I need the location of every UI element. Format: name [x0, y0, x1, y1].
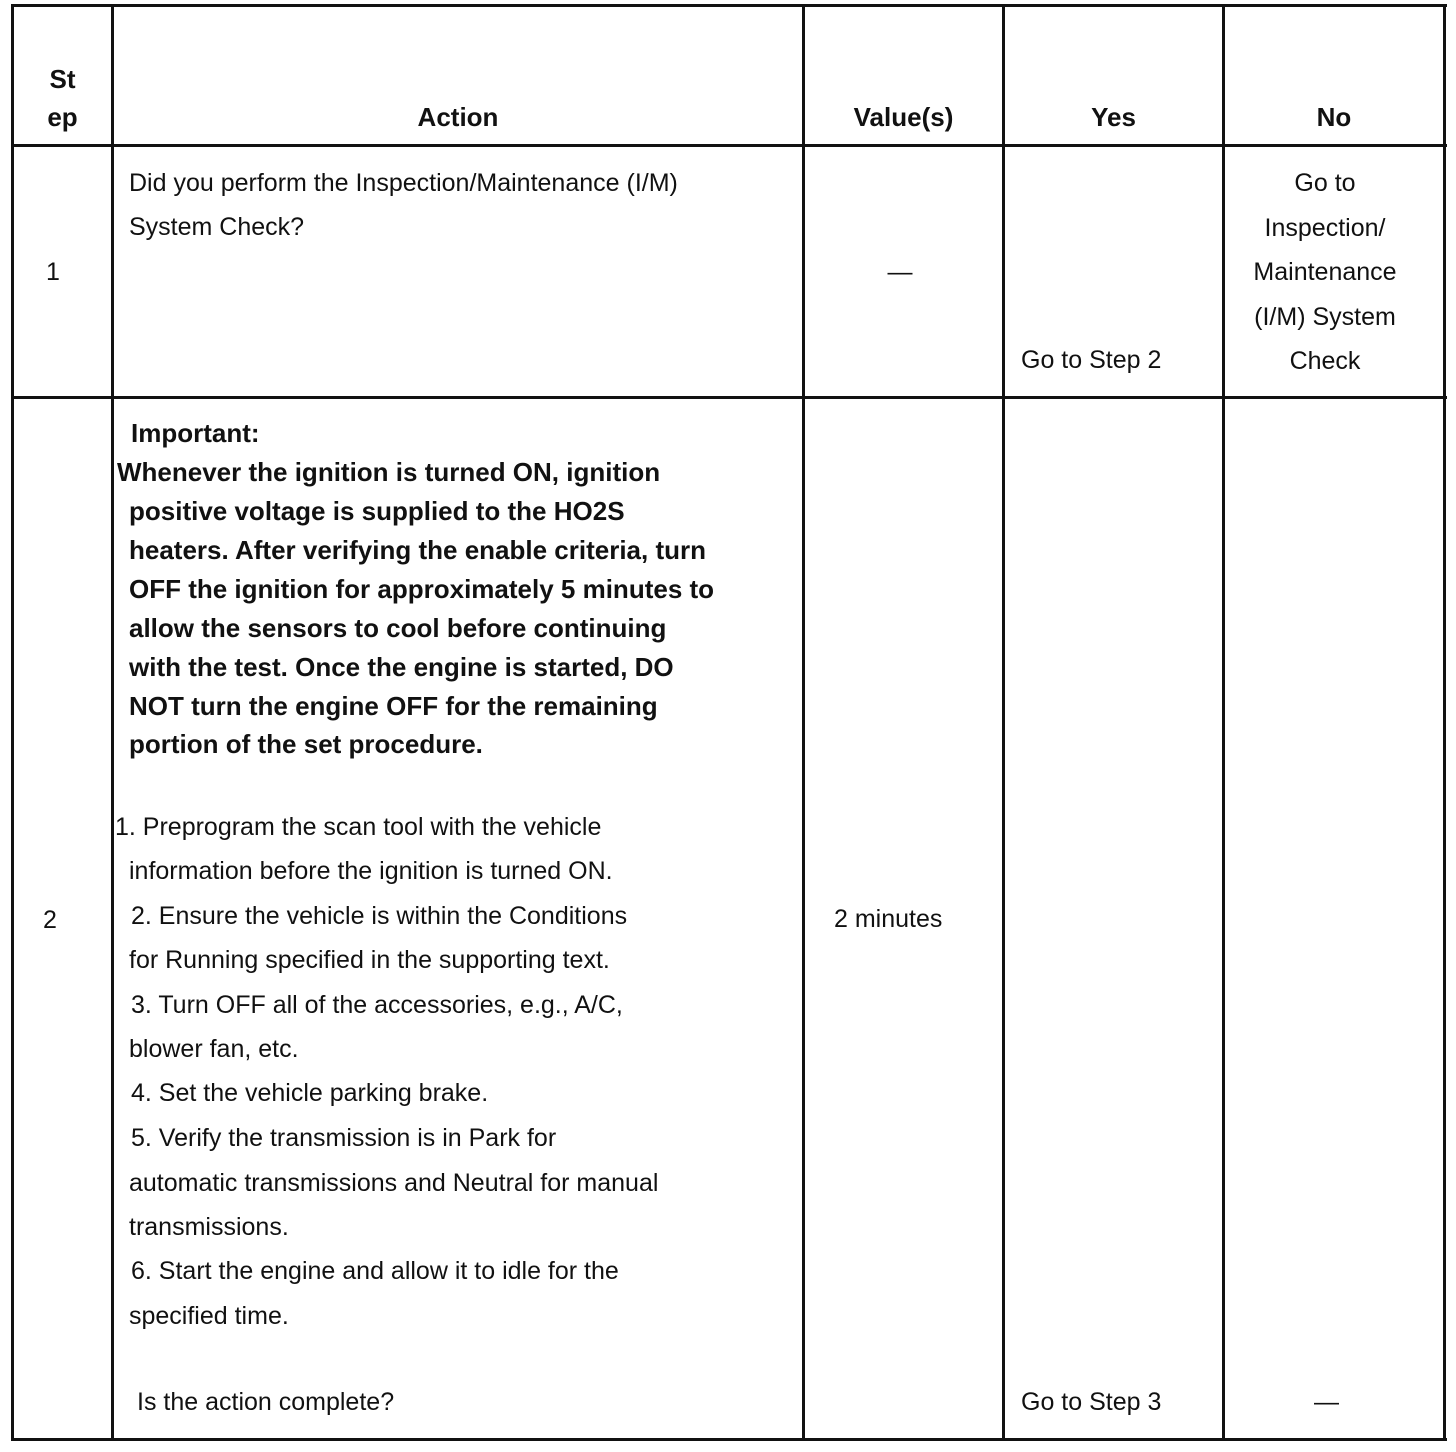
row2-value: 2 minutes: [834, 905, 943, 933]
header-step-line2: ep: [47, 102, 78, 132]
row1-no-line: Maintenance: [1253, 258, 1397, 286]
row2-important-line: Whenever the ignition is turned ON, ignition: [117, 457, 661, 487]
row2-step-line: for Running specified in the supporting text.: [129, 946, 610, 974]
row2-step-line: automatic transmissions and Neutral for manual: [129, 1169, 659, 1197]
row2-important-line: NOT turn the engine OFF for the remaining: [129, 691, 658, 721]
row1-no-line: Go to: [1294, 169, 1356, 197]
row1-step: 1: [46, 258, 60, 286]
border-bottom: [11, 1438, 1447, 1441]
row1-action-line1: Did you perform the Inspection/Maintenance (I/M): [129, 169, 678, 197]
row2-important-line: allow the sensors to cool before continuing: [129, 613, 667, 643]
row1-yes: Go to Step 2: [1021, 346, 1162, 374]
row1-no-line: (I/M) System: [1254, 302, 1396, 331]
header-values: Value(s): [853, 102, 954, 132]
header-bottom-border: [11, 144, 1447, 147]
row2-important-line: positive voltage is supplied to the HO2S: [129, 496, 625, 526]
row2-important-line: heaters. After verifying the enable criteria, turn: [129, 535, 706, 565]
row2-question: Is the action complete?: [137, 1388, 395, 1416]
row2-important-line: OFF the ignition for approximately 5 minutes to: [129, 574, 715, 604]
row1-no: [1225, 161, 1425, 384]
row2-no: —: [1314, 1388, 1339, 1416]
row2-yes: Go to Step 3: [1021, 1388, 1162, 1416]
border-top: [11, 4, 1447, 7]
row2-step-line: information before the ignition is turned ON.: [129, 857, 613, 885]
col-divider-step: [111, 4, 114, 1441]
row2-step-line: 5. Verify the transmission is in Park for: [131, 1124, 557, 1152]
row2-step-line: blower fan, etc.: [129, 1035, 299, 1063]
row2-step-line: 6. Start the engine and allow it to idle for the: [131, 1257, 619, 1285]
row1-no-line: Check: [1289, 347, 1361, 375]
col-divider-action: [802, 4, 805, 1441]
row2-step-line: specified time.: [129, 1302, 289, 1330]
border-left: [11, 4, 14, 1441]
border-right: [1443, 4, 1446, 1441]
row2-step-line: transmissions.: [129, 1213, 289, 1241]
row2-important-line: with the test. Once the engine is started, DO: [129, 652, 674, 682]
header-step-line1: St: [49, 64, 76, 94]
row1-action-line2: System Check?: [129, 213, 305, 241]
row1-bottom-border: [11, 396, 1447, 399]
row1-no-line: Inspection/: [1264, 213, 1386, 242]
row2-step: 2: [43, 906, 57, 934]
row2-important-label: Important:: [131, 418, 260, 448]
header-action: Action: [417, 102, 499, 132]
row2-step-line: 2. Ensure the vehicle is within the Conditions: [131, 902, 628, 930]
row2-step-line: 4. Set the vehicle parking brake.: [131, 1079, 489, 1107]
header-step: [14, 60, 111, 136]
header-yes: Yes: [1091, 102, 1136, 132]
header-no: No: [1316, 102, 1352, 132]
col-divider-value: [1002, 4, 1005, 1441]
row2-important-line: portion of the set procedure.: [129, 729, 483, 759]
row2-step-line: 3. Turn OFF all of the accessories, e.g., A/C,: [131, 991, 623, 1019]
row1-value: —: [887, 258, 913, 286]
row2-step-line: 1. Preprogram the scan tool with the vehicle: [115, 813, 602, 841]
